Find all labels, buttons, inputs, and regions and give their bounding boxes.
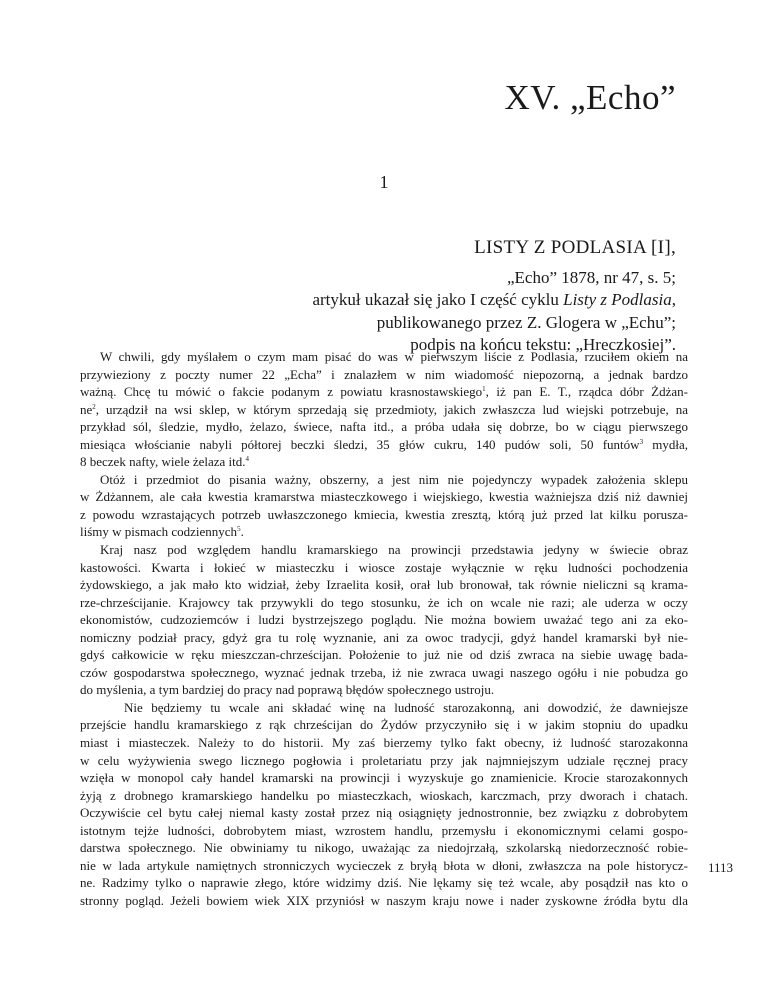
section-number: 1 [379, 172, 389, 192]
text-line: 8 beczek nafty, wiele żelaza itd.$^4$ [80, 454, 250, 470]
footnote-marker: 4 [245, 455, 250, 464]
text-line: W chwili, gdy myślałem o czym mam pisać do was w pierwszym liście z Podlasia, rzuciłem okiem na [100, 349, 688, 364]
text-line: $ne^2$, urządził na wsi sklep, w którym sprzedają się przedmioty, jakich zwłaszcza lud wiejski potrzebuje, na [80, 401, 688, 417]
text-line: Otóż i przedmiot do pisania ważny, obszerny, a jest nim nie pojedynczy wypadek założenia sklepu [100, 471, 688, 487]
source-line-3: publikowanego przez Z. Glogera w „Echu”; [376, 312, 676, 332]
text-line: liśmy w pismach codziennych$^5$. [80, 524, 244, 540]
text-line: wzięła w monopol cały handel kramarski na prowincji i wyzyskuje go znamienicie. Krocie starozakonnych [80, 770, 688, 786]
footnote-marker: 1 [482, 385, 486, 394]
text-line: darstwa społecznego. Nie obwiniamy tu nikogo, uważając za niedojrzałą, szkolarską niedorzeczność robie- [80, 840, 688, 856]
text-line: przywieziony z poczty numer 22 „Echa” i znalazłem w nim wiadomość niepozorną, a jednak bardzo [80, 366, 688, 382]
chapter-title: XV. „Echo” [504, 78, 676, 117]
series-title: Listy z Podlasia [563, 290, 672, 310]
text-line: w celu wyżywienia swego licznego pogłowia i proletariatu przy jak najmniejszym udziale ręcznej pracy [80, 752, 688, 768]
text-line: czów gospodarstwa społecznego, wyznać jednak trzeba, iż nie zwraca uwagi naszego ogółu i nie pobudza go [80, 664, 688, 680]
footnote-marker: 2 [92, 402, 96, 411]
footnote-marker: 5 [237, 525, 241, 534]
footnote-marker: 3 [639, 437, 644, 446]
text-line: Oczywiście cel bytu całej niemal kasty został przez nią osiągnięty jednostronnie, bez związku z dobrobytem [80, 805, 688, 821]
text-line: Nie będziemy tu wcale ani składać winę na ludność starozakonną, ani dowodzić, że dawniejsze [124, 699, 688, 715]
text-line: ekonomistów, cudzoziemców i ludzi bystrzejszego poglądu. Nie można bowiem uważać tego ani za eko- [80, 612, 688, 628]
body-text [80, 348, 688, 910]
text-line: żyją z drobnego kramarskiego handelku po miasteczkach, wioskach, karczmach, przy dworach i chatach. [80, 787, 688, 803]
text-line: miesiąca włościanie nabyli półtorej beczki śledzi, 35 głów cukru, 140 pudów soli, 50 funtów$^3$ mydła, [80, 436, 688, 452]
text-line: miast i miasteczek. Należy to do historii. My zaś bierzemy tylko fakt obecny, iż ludność starozakonna [80, 735, 688, 751]
text-line: ne. Radzimy tylko o naprawie złego, które widzimy dziś. Nie lękamy się też wcale, aby posądził nas kto o [80, 875, 688, 891]
source-line-2-comma: , [671, 290, 676, 310]
text-line: gdyś całkowicie w ręku mieszczan-chrześcijan. Położenie to już nie od dziś zwraca na siebie uwagę bada- [80, 647, 688, 663]
source-line-2 [156, 289, 676, 311]
text-line: Kraj nasz pod względem handlu kramarskiego na prowincji przedstawia jedyny w świecie obraz [100, 542, 688, 558]
document-title: LISTY Z PODLASIA [I], [474, 237, 676, 258]
text-line: żydowskiego, a jak mało kto widział, żeby Izraelita kosił, orał lub bronował, tak równie nieliczni są kramа- [80, 577, 688, 593]
text-line: z powodu wzrastających potrzeb uwłaszczonego kmiecia, kwestia zresztą, którą już przed lat kilku porusza- [80, 506, 688, 522]
text-line: przejście handlu kramarskiego z rąk chrześcijan do Żydów przyczyniło się i w jakim stopniu do upadku [80, 717, 688, 733]
text-line: rze-chrześcijanie. Krajowcy tak przywykli do tego stosunku, że ich on wcale nie razi; ale uderza w oczy [80, 594, 688, 610]
text-line: do myślenia, a tym bardziej do pracy nad poprawą błędów społecznego ustroju. [80, 682, 495, 698]
text-line: przykład sól, śledzie, mydło, żelazo, świece, nafta itd., a próba udała się dobrze, bo w ciągu pierwszego [80, 419, 688, 435]
source-line-1: „Echo” 1878, nr 47, s. 5; [506, 268, 676, 287]
text-line: ważną. Chcę tu mówić o fakcie podanym z powiatu krasnostawskiego$^1$, iż pan E. T., rządca dóbr Żdżan- [80, 384, 688, 400]
text-line: nie w lada artykule namiętnych stronniczych wycieczek z bryłą błota w dłoni, zwłaszcza na pole historycz- [80, 857, 688, 873]
source-line-2-text: artykuł ukazał się jako I część cyklu [312, 290, 564, 310]
page-number: 1113 [707, 860, 733, 875]
text-line: kastowości. Kwarta i łokieć w miasteczku i wiosce zostaje wyłącznie w ręku ludności pochodzenia [80, 559, 688, 575]
source-note [156, 267, 676, 356]
source-line-4: podpis na końcu tekstu: „Hreczkosiej”. [410, 334, 676, 354]
text-line: nomiczny podział pracy, gdyż gra tu rolę wyznanie, ani za owoc tradycji, gdyż handel kramarski był nie- [80, 629, 688, 645]
text-line: stronny pogląd. Jeżeli bowiem wiek XIX przyniósł w naszym kraju nowe i nader zyskowne źródła bytu dla [80, 892, 688, 908]
text-line: w Żdżannem, ale cała kwestia kramarstwa miasteczkowego i wiejskiego, kwestia ważniejsza dziś niż dawniej [80, 489, 688, 505]
text-line: istotnym tejże ludności, dobrobytem miast, wzrostem handlu, przemysłu i ekonomicznymi celami gospo- [80, 822, 688, 838]
